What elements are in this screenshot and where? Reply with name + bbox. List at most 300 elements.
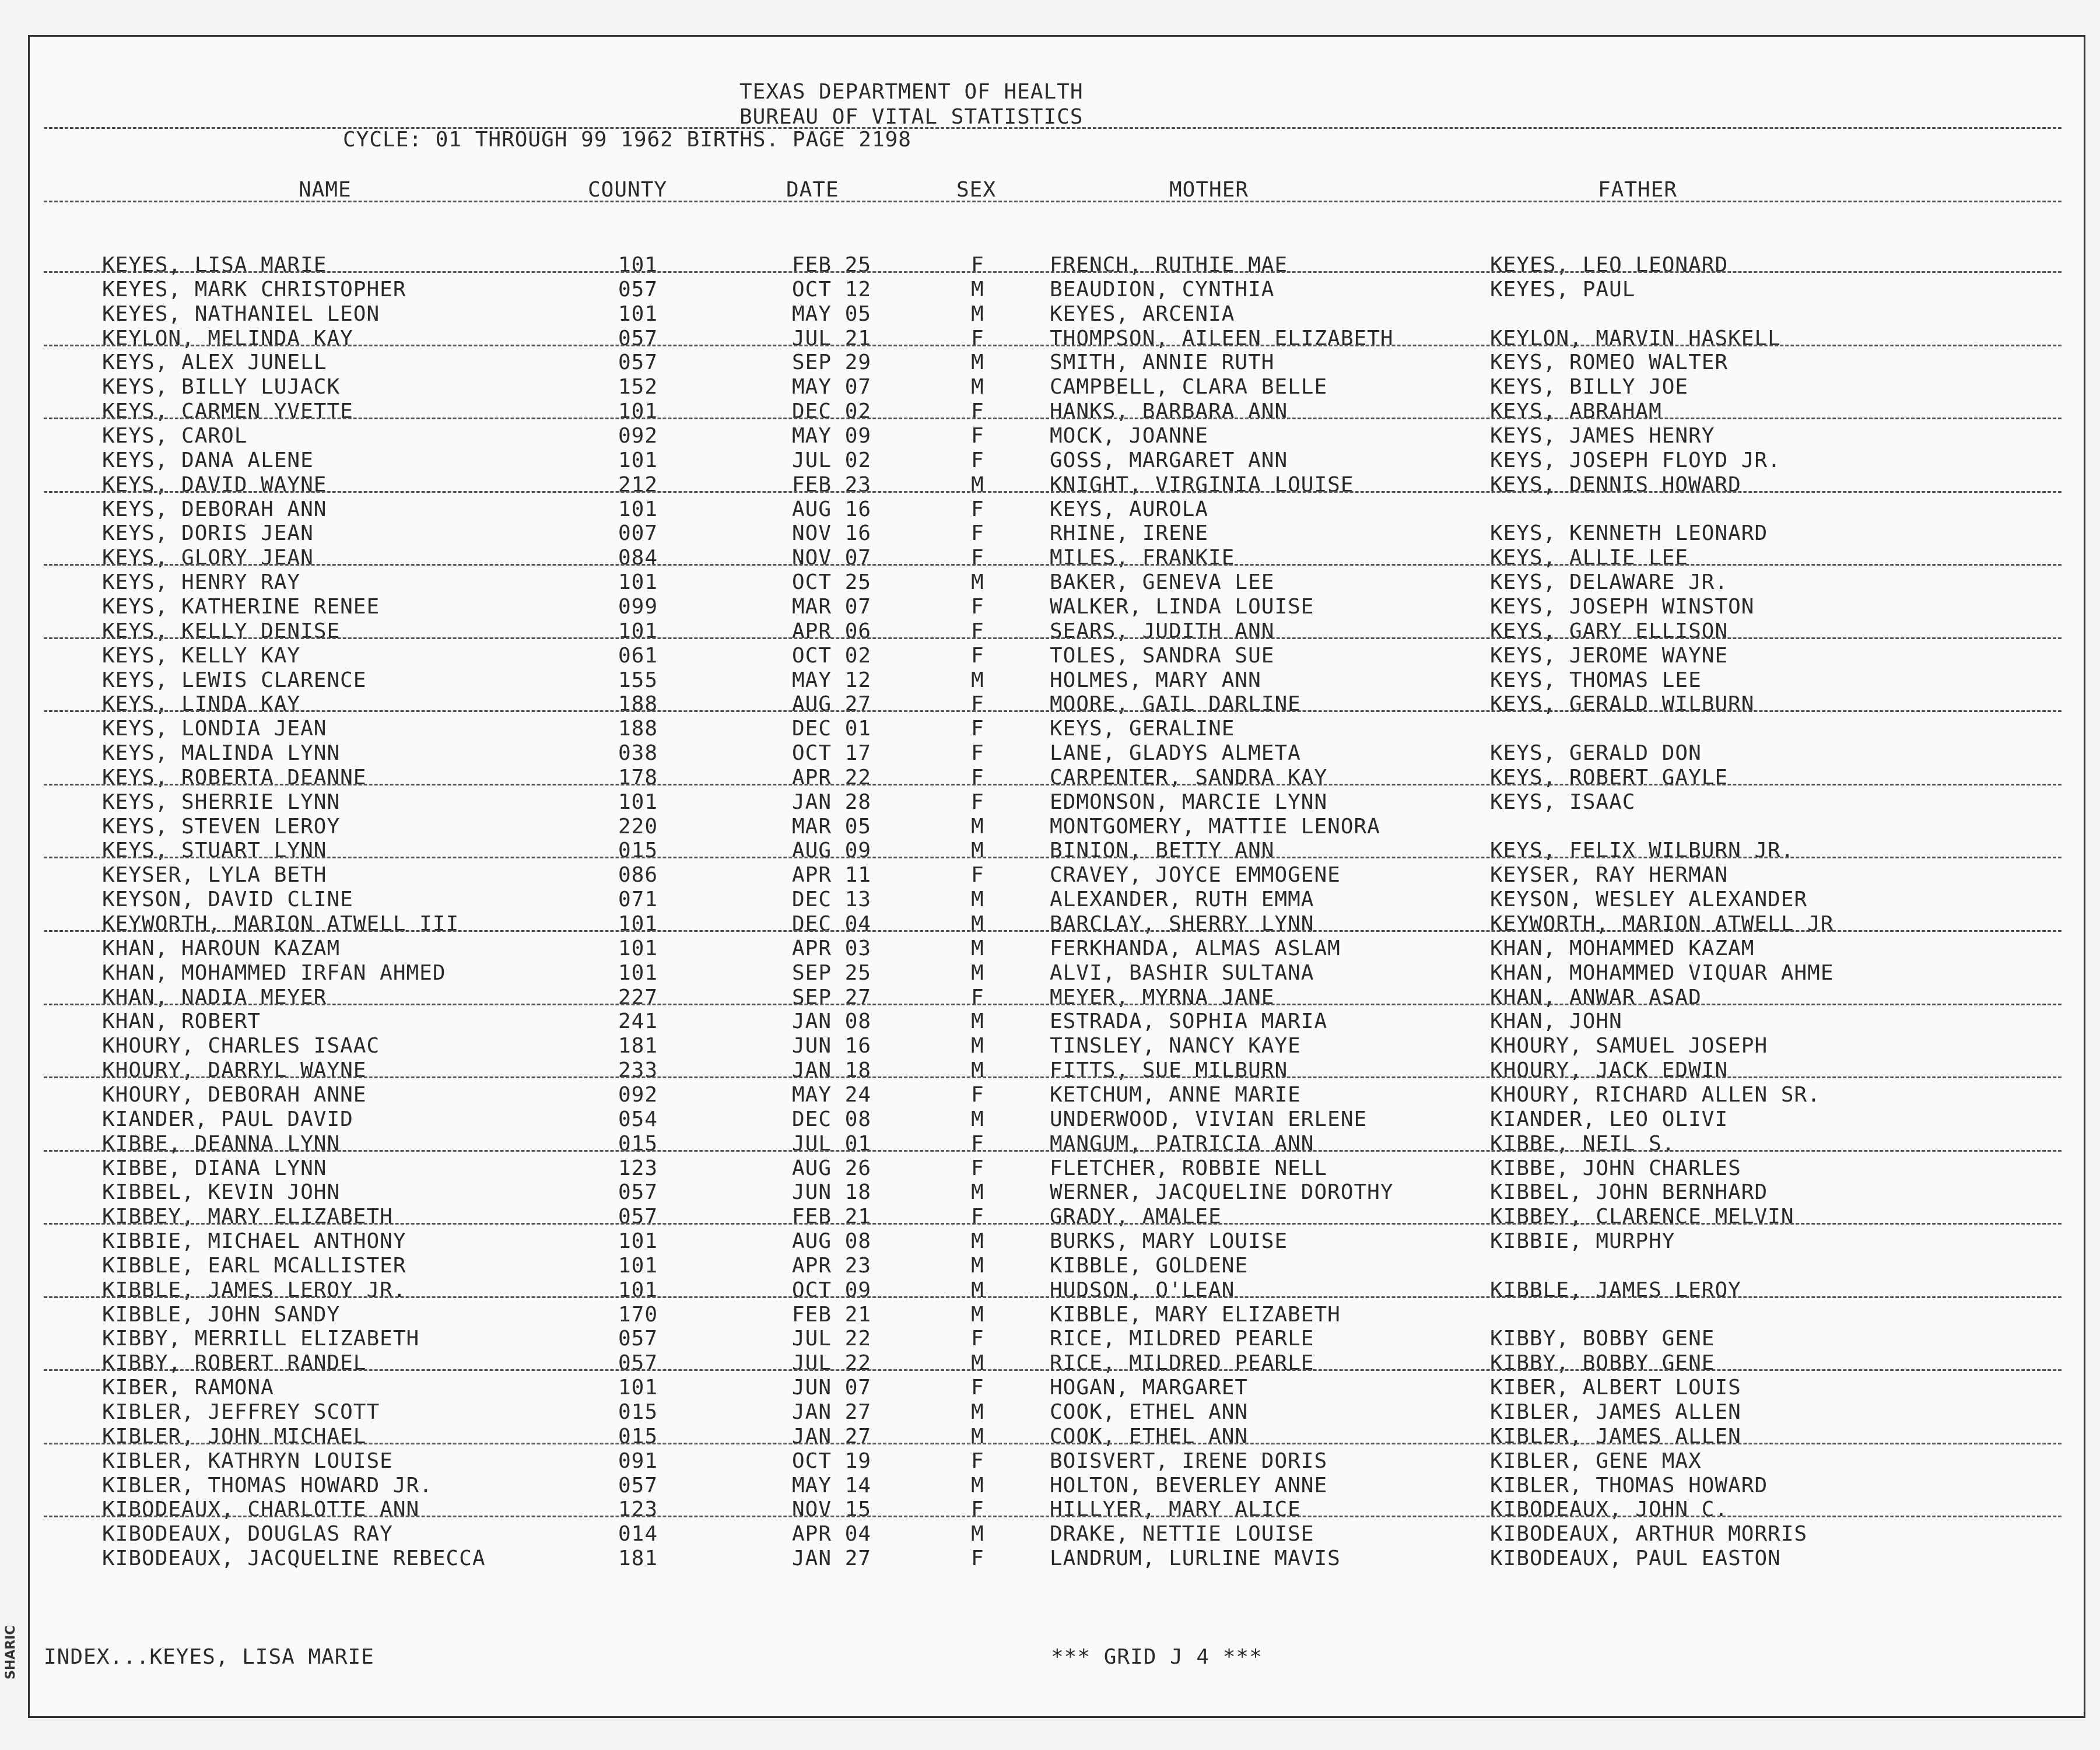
table-row: [0, 474, 2100, 497]
cell-mother: KETCHUM, ANNE MARIE: [1050, 1082, 1301, 1107]
cell-date: JUL 22: [792, 1351, 872, 1376]
cell-sex: M: [971, 1253, 984, 1278]
cell-mother: LANE, GLADYS ALMETA: [1050, 741, 1301, 765]
cell-county: 057: [618, 1180, 658, 1205]
cell-name: KHAN, NADIA MEYER: [102, 985, 327, 1009]
cell-county: 014: [618, 1522, 658, 1546]
cell-father: KEYS, JAMES HENRY: [1490, 424, 1715, 448]
table-row: [0, 1474, 2100, 1498]
cell-name: KIBODEAUX, CHARLOTTE ANN: [102, 1498, 420, 1522]
cell-county: 091: [618, 1449, 658, 1473]
cell-mother: COOK, ETHEL ANN: [1050, 1400, 1249, 1424]
cell-sex: M: [971, 1522, 984, 1546]
cell-county: 101: [618, 1253, 658, 1278]
cell-mother: BEAUDION, CYNTHIA: [1050, 277, 1275, 301]
table-row: [0, 449, 2100, 473]
cell-mother: RICE, MILDRED PEARLE: [1050, 1327, 1314, 1351]
cell-father: KIBBE, NEIL S.: [1490, 1131, 1675, 1156]
table-row: [0, 254, 2100, 278]
table-row: [0, 327, 2100, 351]
cell-father: KIANDER, LEO OLIVI: [1490, 1107, 1729, 1131]
table-row: [0, 400, 2100, 424]
cell-sex: M: [971, 1424, 984, 1449]
row-group-divider: [44, 1223, 2062, 1225]
cell-name: KIBBLE, JOHN SANDY: [102, 1302, 341, 1327]
cell-mother: KEYS, GERALINE: [1050, 717, 1235, 741]
cell-name: KEYS, ALEX JUNELL: [102, 350, 327, 375]
table-row: [0, 815, 2100, 839]
cell-name: KIBLER, JEFFREY SCOTT: [102, 1400, 380, 1424]
cell-county: 015: [618, 1400, 658, 1424]
cell-mother: CARPENTER, SANDRA KAY: [1050, 765, 1328, 790]
table-row: [0, 669, 2100, 693]
cell-county: 015: [618, 839, 658, 863]
cell-name: KIANDER, PAUL DAVID: [102, 1107, 353, 1131]
cell-sex: F: [971, 399, 984, 424]
cell-father: KIBBLE, JAMES LEROY: [1490, 1278, 1741, 1302]
cell-father: KEYS, ABRAHAM: [1490, 399, 1662, 424]
cell-father: KEYSER, RAY HERMAN: [1490, 863, 1729, 888]
cell-sex: F: [971, 424, 984, 448]
cell-sex: M: [971, 936, 984, 960]
cell-date: MAR 07: [792, 594, 872, 619]
cell-mother: WERNER, JACQUELINE DOROTHY: [1050, 1180, 1394, 1205]
cell-father: KEYS, ALLIE LEE: [1490, 546, 1689, 570]
table-row: [0, 1425, 2100, 1449]
cell-father: KHOURY, RICHARD ALLEN SR.: [1490, 1082, 1821, 1107]
row-group-divider: [44, 1296, 2062, 1298]
cell-mother: ESTRADA, SOPHIA MARIA: [1050, 1009, 1328, 1034]
cell-name: KEYS, MALINDA LYNN: [102, 741, 341, 765]
cell-date: JUL 22: [792, 1327, 872, 1351]
cell-father: KIBBIE, MURPHY: [1490, 1229, 1675, 1253]
cell-county: 241: [618, 1009, 658, 1034]
cell-mother: MANGUM, PATRICIA ANN: [1050, 1131, 1314, 1156]
column-header-divider: [44, 201, 2062, 202]
footer-index: INDEX...KEYES, LISA MARIE: [44, 1645, 374, 1669]
cell-sex: F: [971, 497, 984, 521]
table-row: [0, 986, 2100, 1010]
cell-county: 101: [618, 570, 658, 595]
cell-county: 057: [618, 1351, 658, 1376]
cell-date: JUN 18: [792, 1180, 872, 1205]
cell-father: KIBLER, JAMES ALLEN: [1490, 1400, 1741, 1424]
cell-county: 057: [618, 1205, 658, 1229]
table-row: [0, 620, 2100, 644]
cell-name: KEYS, STEVEN LEROY: [102, 814, 341, 839]
cell-sex: F: [971, 643, 984, 668]
cell-father: KIBLER, GENE MAX: [1490, 1449, 1702, 1473]
cell-sex: M: [971, 1351, 984, 1376]
cell-date: OCT 25: [792, 570, 872, 595]
cell-name: KHAN, ROBERT: [102, 1009, 261, 1034]
cell-date: SEP 27: [792, 985, 872, 1009]
table-row: [0, 937, 2100, 961]
cell-date: JUL 02: [792, 448, 872, 472]
cell-name: KHOURY, DEBORAH ANNE: [102, 1082, 367, 1107]
cell-date: AUG 08: [792, 1229, 872, 1253]
cell-county: 188: [618, 717, 658, 741]
cell-date: MAY 12: [792, 668, 872, 692]
cell-name: KIBBE, DEANNA LYNN: [102, 1131, 341, 1156]
cell-name: KEYS, LEWIS CLARENCE: [102, 668, 367, 692]
cell-sex: F: [971, 765, 984, 790]
cell-county: 101: [618, 448, 658, 472]
cell-name: KHAN, HAROUN KAZAM: [102, 936, 341, 960]
cell-sex: F: [971, 1449, 984, 1473]
cell-father: KIBLER, THOMAS HOWARD: [1490, 1473, 1768, 1498]
table-row: [0, 962, 2100, 986]
cell-county: 101: [618, 1278, 658, 1302]
cell-father: KEYES, PAUL: [1490, 277, 1636, 301]
table-row: [0, 1059, 2100, 1083]
cell-date: FEB 23: [792, 472, 872, 497]
table-row: [0, 1327, 2100, 1351]
cell-name: KEYS, KELLY DENISE: [102, 619, 341, 643]
cell-father: KEYS, JOSEPH FLOYD JR.: [1490, 448, 1781, 472]
cell-date: OCT 02: [792, 643, 872, 668]
cell-county: 181: [618, 1034, 658, 1058]
cell-sex: M: [971, 1034, 984, 1058]
cell-county: 212: [618, 472, 658, 497]
cell-county: 101: [618, 912, 658, 936]
cell-father: KEYES, LEO LEONARD: [1490, 253, 1729, 277]
cell-county: 181: [618, 1546, 658, 1571]
cell-mother: KEYES, ARCENIA: [1050, 301, 1235, 326]
cell-sex: M: [971, 912, 984, 936]
table-row: [0, 1352, 2100, 1376]
cell-county: 071: [618, 888, 658, 912]
cell-date: OCT 19: [792, 1449, 872, 1473]
cell-name: KIBBLE, JAMES LEROY JR.: [102, 1278, 406, 1302]
cell-name: KEYS, ROBERTA DEANNE: [102, 765, 367, 790]
cell-name: KIBODEAUX, JACQUELINE REBECCA: [102, 1546, 486, 1571]
table-row: [0, 351, 2100, 375]
cell-father: KIBER, ALBERT LOUIS: [1490, 1376, 1741, 1400]
cell-name: KEYSON, DAVID CLINE: [102, 888, 353, 912]
cell-date: JAN 28: [792, 790, 872, 814]
cell-sex: M: [971, 1278, 984, 1302]
cell-date: DEC 02: [792, 399, 872, 424]
cell-mother: RICE, MILDRED PEARLE: [1050, 1351, 1314, 1376]
cell-name: KEYS, GLORY JEAN: [102, 546, 314, 570]
cell-name: KEYS, CAROL: [102, 424, 248, 448]
cell-name: KEYES, MARK CHRISTOPHER: [102, 277, 406, 301]
cell-name: KIBLER, JOHN MICHAEL: [102, 1424, 367, 1449]
footer-grid: *** GRID J 4 ***: [1051, 1645, 1263, 1669]
cell-sex: M: [971, 888, 984, 912]
cell-name: KEYWORTH, MARION ATWELL III: [102, 912, 460, 936]
cell-mother: HUDSON, O'LEAN: [1050, 1278, 1235, 1302]
cell-mother: HANKS, BARBARA ANN: [1050, 399, 1288, 424]
cell-name: KIBLER, THOMAS HOWARD JR.: [102, 1473, 433, 1498]
row-group-divider: [44, 1004, 2062, 1005]
table-row: [0, 1279, 2100, 1303]
cell-mother: FRENCH, RUTHIE MAE: [1050, 253, 1288, 277]
cell-date: NOV 07: [792, 546, 872, 570]
table-row: [0, 1376, 2100, 1400]
row-group-divider: [44, 564, 2062, 566]
cell-name: KEYS, HENRY RAY: [102, 570, 301, 595]
cell-sex: M: [971, 1009, 984, 1034]
cell-county: 092: [618, 1082, 658, 1107]
cell-name: KEYES, NATHANIEL LEON: [102, 301, 380, 326]
cell-sex: F: [971, 619, 984, 643]
cell-name: KIBBE, DIANA LYNN: [102, 1156, 327, 1180]
cell-father: KEYS, DENNIS HOWARD: [1490, 472, 1741, 497]
cell-date: DEC 01: [792, 717, 872, 741]
cell-county: 101: [618, 253, 658, 277]
cell-county: 178: [618, 765, 658, 790]
cell-county: 227: [618, 985, 658, 1009]
table-row: [0, 595, 2100, 619]
cell-mother: BOISVERT, IRENE DORIS: [1050, 1449, 1328, 1473]
cell-mother: HILLYER, MARY ALICE: [1050, 1498, 1301, 1522]
cell-mother: THOMPSON, AILEEN ELIZABETH: [1050, 326, 1394, 350]
cell-sex: F: [971, 1376, 984, 1400]
table-row: [0, 693, 2100, 717]
cell-date: MAY 14: [792, 1473, 872, 1498]
cell-sex: M: [971, 1473, 984, 1498]
cell-name: KEYS, LINDA KAY: [102, 692, 301, 717]
table-row: [0, 742, 2100, 766]
cell-father: KEYS, ISAAC: [1490, 790, 1636, 814]
cell-father: KEYS, THOMAS LEE: [1490, 668, 1702, 692]
table-row: [0, 1523, 2100, 1546]
cell-date: SEP 25: [792, 960, 872, 985]
table-row: [0, 888, 2100, 912]
cell-sex: M: [971, 350, 984, 375]
cell-county: 152: [618, 375, 658, 399]
header-line1: TEXAS DEPARTMENT OF HEALTH: [739, 80, 1084, 104]
table-row: [0, 1450, 2100, 1474]
cell-father: KEYS, ROMEO WALTER: [1490, 350, 1729, 375]
cell-sex: M: [971, 1058, 984, 1082]
cell-sex: M: [971, 375, 984, 399]
table-row: [0, 1132, 2100, 1156]
cell-father: KEYSON, WESLEY ALEXANDER: [1490, 888, 1808, 912]
cell-father: KEYS, ROBERT GAYLE: [1490, 765, 1729, 790]
cell-date: NOV 16: [792, 521, 872, 546]
row-group-divider: [44, 418, 2062, 419]
table-row: [0, 376, 2100, 399]
cell-date: AUG 26: [792, 1156, 872, 1180]
cell-date: MAY 07: [792, 375, 872, 399]
cell-date: JUN 16: [792, 1034, 872, 1058]
table-row: [0, 1108, 2100, 1132]
table-row: [0, 1254, 2100, 1278]
cell-sex: M: [971, 960, 984, 985]
cell-mother: HOLTON, BEVERLEY ANNE: [1050, 1473, 1328, 1498]
row-group-divider: [44, 1076, 2062, 1078]
cell-date: APR 04: [792, 1522, 872, 1546]
cell-mother: BARCLAY, SHERRY LYNN: [1050, 912, 1314, 936]
cell-sex: F: [971, 1327, 984, 1351]
table-row: [0, 278, 2100, 302]
cell-sex: M: [971, 277, 984, 301]
row-group-divider: [44, 857, 2062, 858]
cell-date: JAN 08: [792, 1009, 872, 1034]
cell-mother: KNIGHT, VIRGINIA LOUISE: [1050, 472, 1354, 497]
cell-father: KEYS, JEROME WAYNE: [1490, 643, 1729, 668]
cell-father: KEYS, FELIX WILBURN JR.: [1490, 839, 1794, 863]
cell-mother: MOCK, JOANNE: [1050, 424, 1209, 448]
cell-father: KHAN, MOHAMMED KAZAM: [1490, 936, 1755, 960]
cell-name: KEYS, DAVID WAYNE: [102, 472, 327, 497]
cell-name: KEYLON, MELINDA KAY: [102, 326, 353, 350]
cell-date: JAN 27: [792, 1400, 872, 1424]
cell-mother: BINION, BETTY ANN: [1050, 839, 1275, 863]
cell-father: KIBODEAUX, ARTHUR MORRIS: [1490, 1522, 1808, 1546]
col-header-sex: SEX: [956, 178, 997, 202]
cell-county: 015: [618, 1131, 658, 1156]
cell-mother: TINSLEY, NANCY KAYE: [1050, 1034, 1301, 1058]
cell-mother: TOLES, SANDRA SUE: [1050, 643, 1275, 668]
cell-county: 220: [618, 814, 658, 839]
cell-mother: SMITH, ANNIE RUTH: [1050, 350, 1275, 375]
cell-name: KIBBLE, EARL MCALLISTER: [102, 1253, 406, 1278]
table-row: [0, 425, 2100, 448]
cell-county: 038: [618, 741, 658, 765]
row-group-divider: [44, 710, 2062, 712]
cell-sex: M: [971, 1400, 984, 1424]
cell-date: APR 03: [792, 936, 872, 960]
cell-name: KHOURY, DARRYL WAYNE: [102, 1058, 367, 1082]
cell-county: 101: [618, 619, 658, 643]
cell-name: KIBER, RAMONA: [102, 1376, 274, 1400]
cell-father: KIBBY, BOBBY GENE: [1490, 1327, 1715, 1351]
cell-mother: SEARS, JUDITH ANN: [1050, 619, 1275, 643]
cell-county: 101: [618, 936, 658, 960]
cell-date: FEB 21: [792, 1205, 872, 1229]
col-header-date: DATE: [786, 178, 839, 202]
cell-mother: RHINE, IRENE: [1050, 521, 1209, 546]
table-row: [0, 1034, 2100, 1058]
cell-mother: CAMPBELL, CLARA BELLE: [1050, 375, 1328, 399]
cell-date: FEB 21: [792, 1302, 872, 1327]
cell-county: 123: [618, 1156, 658, 1180]
cell-county: 188: [618, 692, 658, 717]
cell-county: 233: [618, 1058, 658, 1082]
cell-county: 054: [618, 1107, 658, 1131]
table-row: [0, 1401, 2100, 1425]
cell-mother: HOGAN, MARGARET: [1050, 1376, 1249, 1400]
cell-mother: ALEXANDER, RUTH EMMA: [1050, 888, 1314, 912]
cell-date: JUL 01: [792, 1131, 872, 1156]
cell-mother: LANDRUM, LURLINE MAVIS: [1050, 1546, 1341, 1571]
cell-sex: F: [971, 1131, 984, 1156]
cell-date: SEP 29: [792, 350, 872, 375]
cell-mother: MEYER, MYRNA JANE: [1050, 985, 1275, 1009]
cell-county: 101: [618, 960, 658, 985]
col-header-mother: MOTHER: [1169, 178, 1249, 202]
cell-date: NOV 15: [792, 1498, 872, 1522]
cell-date: APR 11: [792, 863, 872, 888]
cell-mother: FITTS, SUE MILBURN: [1050, 1058, 1288, 1082]
cell-mother: EDMONSON, MARCIE LYNN: [1050, 790, 1328, 814]
table-row: [0, 1547, 2100, 1571]
cell-date: APR 22: [792, 765, 872, 790]
cell-sex: M: [971, 1302, 984, 1327]
cell-date: DEC 08: [792, 1107, 872, 1131]
row-group-divider: [44, 1516, 2062, 1517]
table-row: [0, 644, 2100, 668]
cell-mother: MILES, FRANKIE: [1050, 546, 1235, 570]
cell-date: OCT 12: [792, 277, 872, 301]
cell-county: 061: [618, 643, 658, 668]
cell-name: KIBODEAUX, DOUGLAS RAY: [102, 1522, 393, 1546]
cell-father: KIBBY, BOBBY GENE: [1490, 1351, 1715, 1376]
cell-county: 101: [618, 790, 658, 814]
cell-county: 101: [618, 301, 658, 326]
cell-county: 101: [618, 497, 658, 521]
cell-mother: ALVI, BASHIR SULTANA: [1050, 960, 1314, 985]
cell-date: AUG 09: [792, 839, 872, 863]
cell-sex: F: [971, 326, 984, 350]
cell-date: AUG 16: [792, 497, 872, 521]
cell-name: KIBBEY, MARY ELIZABETH: [102, 1205, 393, 1229]
cell-date: JAN 27: [792, 1424, 872, 1449]
col-header-name: NAME: [299, 178, 352, 202]
cell-name: KHOURY, CHARLES ISAAC: [102, 1034, 380, 1058]
row-group-divider: [44, 784, 2062, 785]
cell-sex: M: [971, 472, 984, 497]
cell-date: DEC 13: [792, 888, 872, 912]
cell-date: MAR 05: [792, 814, 872, 839]
cell-father: KIBODEAUX, JOHN C.: [1490, 1498, 1729, 1522]
cell-sex: M: [971, 1180, 984, 1205]
cell-name: KEYS, LONDIA JEAN: [102, 717, 327, 741]
cell-mother: CRAVEY, JOYCE EMMOGENE: [1050, 863, 1341, 888]
cell-sex: F: [971, 546, 984, 570]
cell-sex: M: [971, 1229, 984, 1253]
cell-sex: F: [971, 741, 984, 765]
cell-date: APR 23: [792, 1253, 872, 1278]
cell-sex: F: [971, 521, 984, 546]
cell-date: APR 06: [792, 619, 872, 643]
table-row: [0, 1303, 2100, 1327]
cell-county: 015: [618, 1424, 658, 1449]
cell-mother: UNDERWOOD, VIVIAN ERLENE: [1050, 1107, 1368, 1131]
table-row: [0, 791, 2100, 815]
cell-mother: HOLMES, MARY ANN: [1050, 668, 1261, 692]
cell-mother: KIBBLE, GOLDENE: [1050, 1253, 1249, 1278]
table-row: [0, 1205, 2100, 1229]
cell-name: KEYS, CARMEN YVETTE: [102, 399, 353, 424]
table-row: [0, 1230, 2100, 1254]
cell-father: KIBBEL, JOHN BERNHARD: [1490, 1180, 1768, 1205]
cell-father: KIBBE, JOHN CHARLES: [1490, 1156, 1741, 1180]
cell-date: OCT 09: [792, 1278, 872, 1302]
cell-mother: MONTGOMERY, MATTIE LENORA: [1050, 814, 1380, 839]
cell-sex: F: [971, 1546, 984, 1571]
cell-name: KEYS, SHERRIE LYNN: [102, 790, 341, 814]
cell-sex: F: [971, 594, 984, 619]
side-label: SHARIC: [3, 1625, 18, 1679]
cell-father: KIBBEY, CLARENCE MELVIN: [1490, 1205, 1794, 1229]
cell-sex: F: [971, 448, 984, 472]
cell-county: 092: [618, 424, 658, 448]
table-row: [0, 522, 2100, 546]
cell-mother: BURKS, MARY LOUISE: [1050, 1229, 1288, 1253]
cell-mother: WALKER, LINDA LOUISE: [1050, 594, 1314, 619]
table-row: [0, 717, 2100, 741]
cell-father: KHAN, MOHAMMED VIQUAR AHME: [1490, 960, 1834, 985]
cell-sex: F: [971, 1205, 984, 1229]
cell-name: KEYS, BILLY LUJACK: [102, 375, 341, 399]
cell-sex: M: [971, 1107, 984, 1131]
cell-sex: M: [971, 668, 984, 692]
